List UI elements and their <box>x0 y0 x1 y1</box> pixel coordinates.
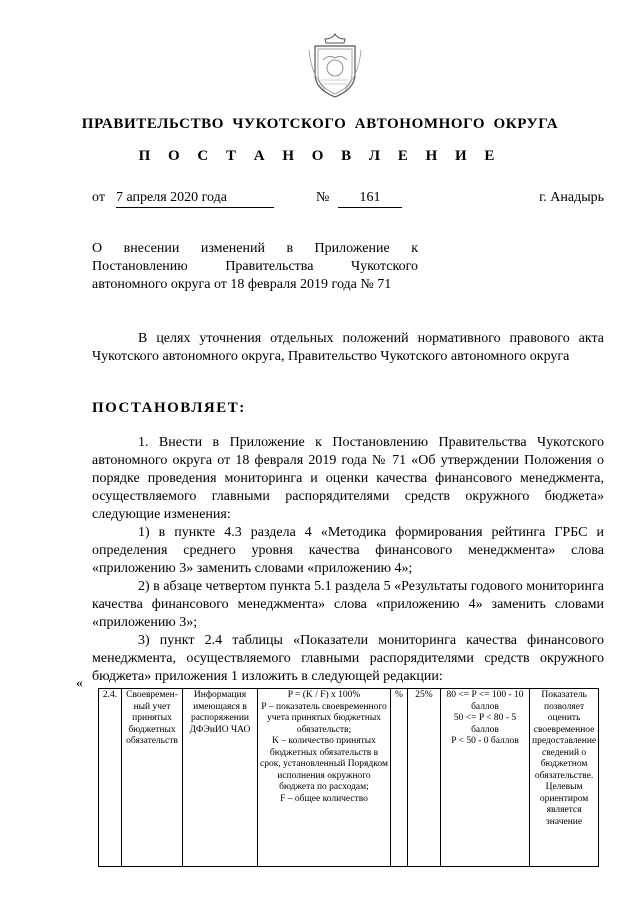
cell-scores <box>441 689 530 867</box>
formula: P = (K / F) x 100% <box>287 690 361 700</box>
table-row <box>99 689 599 867</box>
cell-name: Своевремен-ный учет принятых бюджетных обязательств <box>122 689 183 867</box>
indicator-table <box>98 688 599 867</box>
government-title: ПРАВИТЕЛЬСТВО ЧУКОТСКОГО АВТОНОМНОГО ОКРУГА <box>81 116 559 132</box>
formula-line: F – общее количество <box>280 793 368 804</box>
document-number: 161 <box>359 190 381 205</box>
open-quote: « <box>76 676 83 691</box>
cell-info: Информация имеющаяся в распоряжении ДФЭиИО ЧАО <box>183 689 258 867</box>
document-type: П О С Т А Н О В Л Е Н И Е <box>138 148 502 164</box>
formula-line: Р – показатель своевременного учета принятых бюджетных обязательств; <box>261 701 387 735</box>
score-line: 50 <= P < 80 - 5 баллов <box>453 713 517 735</box>
cell-weight: 25% <box>408 689 441 867</box>
subitem-2: 2) в абзаце четвертом пункта 5.1 раздела 5 «Результаты годового мониторинга качества финансового менеджмента» слова «приложению 4» заменить словами «приложению 3»; <box>92 579 604 630</box>
cell-comment: Показатель позволяет оценить своевременное предоставление сведений о бюджетном обязательстве. Целевым ориентиром является значение <box>530 689 599 867</box>
date-line <box>116 190 274 208</box>
number-line <box>338 190 402 208</box>
chukotka-coat-of-arms-icon <box>307 30 363 100</box>
subject: О внесении изменений в Приложение к Постановлению Правительства Чукотского автономного округа от 18 февраля 2019 года № 71 <box>92 241 418 292</box>
item-1: 1. Внести в Приложение к Постановлению Правительства Чукотского автономного округа от 18 февраля 2019 года № 71 «Об утверждении Положения о порядке проведения мониторинга и оценки качества финансового менеджмента, осуществляемого главными распорядителями средств окружного бюджета» следующие изменения: <box>92 435 604 522</box>
cell-number: 2.4. <box>99 689 122 867</box>
city: г. Анадырь <box>539 190 604 205</box>
from-label: от <box>92 190 105 205</box>
preamble: В целях уточнения отдельных положений нормативного правового акта Чукотского автономного округа, Правительство Чукотского автономного округа <box>92 331 604 364</box>
subitem-3: 3) пункт 2.4 таблицы «Показатели мониторинга качества финансового менеджмента, осуществляемого главными распорядителями средств окружного бюджета» приложения 1 изложить в следующей редакции: <box>92 633 604 684</box>
score-line: P < 50 - 0 баллов <box>451 736 519 746</box>
formula-line: K – количество принятых бюджетных обязательств в срок, установленный Порядком исполнения окружного бюджета по расходам; <box>260 736 388 792</box>
resolves-heading: ПОСТАНОВЛЯЕТ: <box>92 400 246 416</box>
number-label: № <box>316 190 330 205</box>
score-line: 80 <= P <= 100 - 10 баллов <box>446 690 524 712</box>
cell-unit: % <box>391 689 408 867</box>
cell-formula <box>258 689 391 867</box>
document-date: 7 апреля 2020 года <box>116 190 227 205</box>
subitem-1: 1) в пункте 4.3 раздела 4 «Методика формирования рейтинга ГРБС и определения среднего уровня качества финансового менеджмента» слова «приложению 3» заменить словами «приложению 4»; <box>92 525 604 576</box>
